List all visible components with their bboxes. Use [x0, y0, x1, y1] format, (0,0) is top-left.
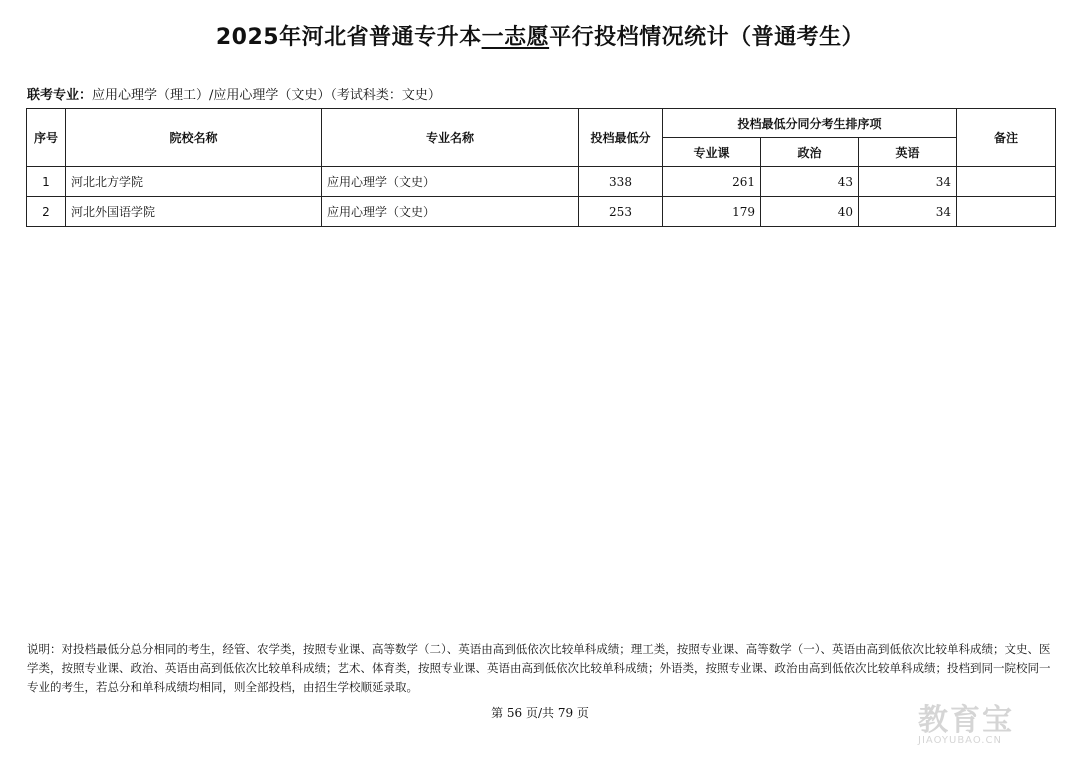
cell-sub1: 179	[663, 197, 761, 227]
cell-index: 1	[27, 167, 66, 197]
explanation-note: 说明：对投档最低分总分相同的考生，经管、农学类，按照专业课、高等数学（二）、英语由高到低依次比较单科成绩；理工类，按照专业课、高等数学（一）、英语由高到低依次比较单科成绩；文史、医学类，按照专业课、政治、英语由高到低依次比较单科成绩；艺术、体育类，按照专业课、英语由高到低依次比较单科成绩；外语类，按照专业课、政治由高到低依次比较单科成绩；投档到同一院校同一专业的考生，若总分和单科成绩均相同，则全部投档，由招生学校顺延录取。	[27, 642, 1051, 694]
cell-major: 应用心理学（文史）	[322, 197, 579, 227]
major-subtitle	[27, 84, 441, 103]
cell-min-score: 338	[579, 167, 663, 197]
header-school: 院校名称	[66, 109, 322, 167]
title-suffix: 平行投档情况统计（普通考生）	[549, 25, 865, 50]
page-title	[0, 20, 1080, 51]
title-prefix: 2025年河北省普通专升本	[215, 25, 482, 50]
cell-min-score: 253	[579, 197, 663, 227]
title-underlined: 一志愿	[481, 25, 550, 50]
cell-remark	[957, 167, 1056, 197]
subtitle-value: 应用心理学（理工）/应用心理学（文史）（考试科类：文史）	[92, 88, 441, 103]
cell-sub3: 34	[859, 197, 957, 227]
header-index: 序号	[27, 109, 66, 167]
watermark-main: 教育宝	[918, 703, 1014, 738]
header-remark: 备注	[957, 109, 1056, 167]
header-sub2: 政治	[761, 138, 859, 167]
cell-school: 河北北方学院	[66, 167, 322, 197]
admission-table	[26, 108, 1056, 227]
header-sub1: 专业课	[663, 138, 761, 167]
cell-sub3: 34	[859, 167, 957, 197]
cell-remark	[957, 197, 1056, 227]
table-row	[27, 167, 1056, 197]
subtitle-label: 联考专业：	[27, 88, 93, 103]
cell-sub1: 261	[663, 167, 761, 197]
cell-major: 应用心理学（文史）	[322, 167, 579, 197]
table-row	[27, 197, 1056, 227]
page-number: 第 56 页/共 79 页	[491, 706, 589, 720]
header-min-score: 投档最低分	[579, 109, 663, 167]
header-sub3: 英语	[859, 138, 957, 167]
cell-sub2: 43	[761, 167, 859, 197]
cell-index: 2	[27, 197, 66, 227]
header-tie-group: 投档最低分同分考生排序项	[663, 109, 957, 138]
header-major: 专业名称	[322, 109, 579, 167]
watermark-logo	[918, 695, 1068, 745]
watermark-url: JIAOYUBAO.CN	[918, 735, 1002, 746]
cell-sub2: 40	[761, 197, 859, 227]
cell-school: 河北外国语学院	[66, 197, 322, 227]
